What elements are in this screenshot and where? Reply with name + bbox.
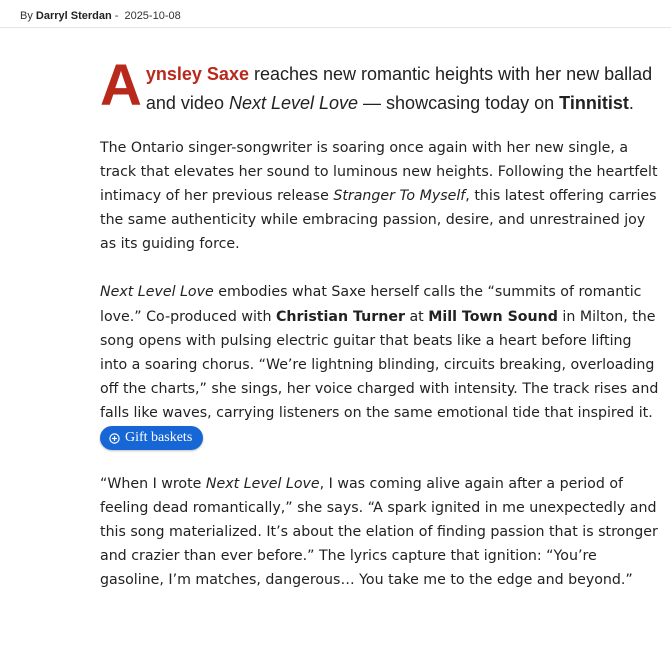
producer-name: Christian Turner <box>275 308 405 325</box>
p3-text-2: , I was coming alive again after a period of feeling dead romantically,” she says. “A spark ignited in me unexpectedly and this song materialized. It’s about the elation of finding passion that is stronger and crazier than ever before.” The lyrics capture that ignition: “You’re gasoline, I’m matches, dangerous… You take me to the edge and beyond.” <box>100 476 658 589</box>
p2-text-3: in Milton, the song opens with pulsing electric guitar that beats like a heart before lifting into a soaring chorus. “We’re lightning blinding, circuits breaking, overloading off the charts,” she sings, her voice charged with intensity. The track rises and falls like waves, carrying listeners on the same emotional tide that inspired it. <box>100 308 659 421</box>
drop-cap: A <box>100 53 142 118</box>
artist-name: ynsley Saxe <box>145 64 249 84</box>
p2-text-2: at <box>404 308 429 325</box>
site-name: Tinnitist <box>559 93 629 113</box>
gift-baskets-label: Gift baskets <box>125 430 193 446</box>
lead-song-title: Next Level Love <box>228 93 359 113</box>
lead-text-2: — showcasing today on <box>358 93 560 113</box>
lead-end: . <box>628 93 634 113</box>
p3-song-title: Next Level Love <box>205 476 320 493</box>
plus-circle-icon <box>109 433 120 444</box>
p1-text-2: , this latest offering carries the same authenticity while embracing passion, desire, and unrestrained joy as its guiding force. <box>100 188 657 253</box>
paragraph-1 <box>100 136 662 256</box>
studio-name: Mill Town Sound <box>428 308 558 325</box>
lead-text-1: reaches new romantic heights with her new ballad and video <box>145 64 653 113</box>
paragraph-2 <box>100 280 662 425</box>
p3-text-1: “When I wrote <box>100 476 206 493</box>
publish-date: 2025-10-08 <box>124 10 181 22</box>
byline-prefix: By <box>20 10 33 22</box>
paragraph-3 <box>100 472 662 592</box>
lead-paragraph <box>100 53 662 118</box>
article-body <box>100 53 662 593</box>
byline-separator: - <box>114 10 119 22</box>
byline-divider <box>0 27 671 28</box>
byline <box>20 10 181 22</box>
p1-text-1: The Ontario singer-songwriter is soaring once again with her new single, a track that elevates her sound to luminous new heights. Following the heartfelt intimacy of her previous release <box>100 140 658 205</box>
p2-text-1: embodies what Saxe herself calls the “summits of romantic love.” Co-produced with <box>100 284 642 325</box>
p2-song-title: Next Level Love <box>100 284 214 301</box>
previous-release-title: Stranger To Myself <box>333 188 466 205</box>
gift-baskets-button[interactable] <box>100 426 203 450</box>
author-name[interactable]: Darryl Sterdan <box>35 10 112 22</box>
